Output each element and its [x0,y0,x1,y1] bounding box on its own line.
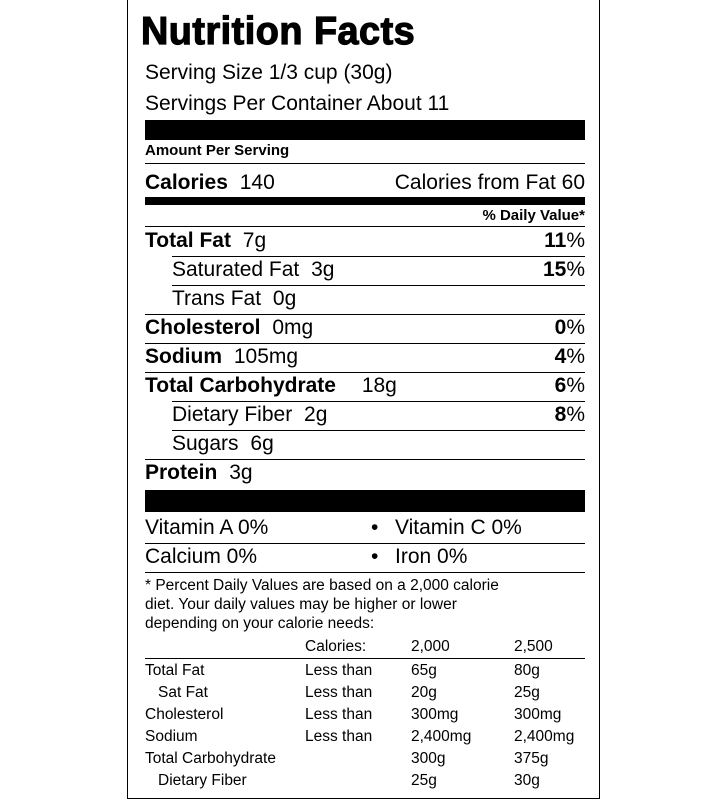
nutrient-row-dietary-fiber [145,403,585,427]
dv-number: 4 [554,345,567,368]
calories-row [145,171,585,195]
dv-row-c1: 65g [411,662,437,679]
nutrient-amount: 6g [250,432,274,455]
dv-table-row [145,727,585,749]
nutrient-name: Protein [145,461,218,484]
dv-number: 0 [554,316,567,339]
dv-row-c2: 375g [514,750,549,767]
dv-row-c1: 25g [411,772,437,789]
nutrient-amount: 18g [361,374,397,397]
dv-table-row [145,749,585,771]
nutrition-label [127,0,600,799]
dv-number: 11 [544,229,567,252]
divider [145,163,585,164]
dv-row-c2: 300mg [514,706,562,723]
medium-divider [145,197,585,205]
dv-percent: % [566,403,585,426]
vitamin-bullet: • [371,545,379,568]
nutrient-amount: 0g [272,287,297,310]
thick-divider [145,490,585,512]
vitamin-bullet: • [371,516,379,539]
dv-table-row [145,683,585,705]
dv-row-cond: Less than [305,662,373,679]
nutrient-dv [555,316,585,340]
nutrient-row-trans-fat [145,287,585,311]
nutrient-amount: 3g [311,258,335,281]
nutrient-name: Dietary Fiber [172,403,293,426]
dv-row-name: Total Carbohydrate [145,750,276,767]
divider [145,543,585,544]
dv-row-name: Sodium [145,728,198,745]
nutrient-amount: 2g [304,403,328,426]
nutrient-name: Total Fat [145,229,231,252]
nutrient-row-sodium [145,345,585,369]
dv-row-name: Sat Fat [158,684,208,701]
nutrient-amount: 0mg [272,316,314,339]
divider [145,658,585,659]
dv-row-c2: 30g [514,772,540,789]
dv-table-header-label: Calories: [305,638,367,655]
footnote-line: * Percent Daily Values are based on a 2,000 calorie [145,577,499,594]
dv-number: 15 [542,258,567,281]
nutrient-name: Sugars [172,432,239,455]
nutrient-row-total-carbohydrate [145,374,585,398]
servings-per-container: Servings Per Container About 11 [145,92,450,115]
vitamin-row [145,516,585,540]
nutrient-dv [544,229,585,253]
nutrient-dv [543,258,585,282]
dv-percent: % [566,316,585,339]
footnote-line: diet. Your daily values may be higher or lower [145,596,457,613]
dv-table-row [145,661,585,683]
nutrient-row-total-fat [145,229,585,253]
vitamin-right: Iron 0% [395,545,468,568]
nutrient-name: Cholesterol [145,316,261,339]
calories-value: 140 [239,171,275,194]
divider [172,430,585,431]
dv-table-header-2500: 2,500 [514,638,553,655]
dv-table-header [145,637,585,657]
divider [172,401,585,402]
nutrient-row-cholesterol [145,316,585,340]
vitamin-right: Vitamin C 0% [395,516,522,539]
dv-table-row [145,705,585,727]
dv-row-cond: Less than [305,684,373,701]
dv-row-c2: 2,400mg [514,728,575,745]
nutrient-dv [555,374,585,398]
nutrient-row-sugars [145,432,585,456]
calories-label: Calories [145,171,228,194]
dv-percent: % [566,374,585,397]
footnote-line: depending on your calorie needs: [145,615,375,632]
serving-size: Serving Size 1/3 cup (30g) [145,61,393,84]
amount-per-serving: Amount Per Serving [145,142,290,159]
dv-row-name: Dietary Fiber [158,772,247,789]
vitamin-left: Calcium 0% [145,545,258,568]
dv-row-c1: 2,400mg [411,728,472,745]
divider [145,572,585,573]
dv-number: 8 [554,403,567,426]
dv-percent: % [566,345,585,368]
nutrient-amount: 7g [242,229,267,252]
divider [172,285,585,286]
dv-percent: % [566,229,585,252]
label-title: Nutrition Facts [141,10,416,53]
dv-table-row [145,771,585,793]
dv-row-c2: 80g [514,662,540,679]
divider [145,372,585,373]
dv-row-c1: 300g [411,750,446,767]
nutrient-row-saturated-fat [145,258,585,282]
divider [145,343,585,344]
dv-number: 6 [554,374,567,397]
nutrient-name: Saturated Fat [172,258,300,281]
nutrient-name: Trans Fat [172,287,262,310]
nutrient-dv [555,345,585,369]
dv-row-name: Total Fat [145,662,205,679]
calories-from-fat: Calories from Fat 60 [394,171,585,194]
nutrient-name: Sodium [145,345,222,368]
divider [172,256,585,257]
dv-table-header-2000: 2,000 [411,638,450,655]
footnote [145,576,585,633]
dv-row-cond: Less than [305,706,373,723]
daily-value-header: % Daily Value* [482,207,585,224]
dv-row-c2: 25g [514,684,540,701]
nutrient-amount: 105mg [233,345,299,368]
dv-percent: % [566,258,585,281]
dv-row-c1: 300mg [411,706,459,723]
vitamin-left: Vitamin A 0% [145,516,269,539]
dv-row-cond: Less than [305,728,373,745]
divider [145,314,585,315]
label-inner [141,0,585,798]
nutrient-name: Total Carbohydrate [145,374,336,397]
nutrient-dv [555,403,585,427]
dv-row-name: Cholesterol [145,706,224,723]
divider [145,226,585,227]
nutrient-amount: 3g [229,461,253,484]
nutrient-row-protein [145,461,585,485]
divider [145,459,585,460]
vitamin-row [145,545,585,569]
dv-row-c1: 20g [411,684,437,701]
thick-divider [145,120,585,140]
